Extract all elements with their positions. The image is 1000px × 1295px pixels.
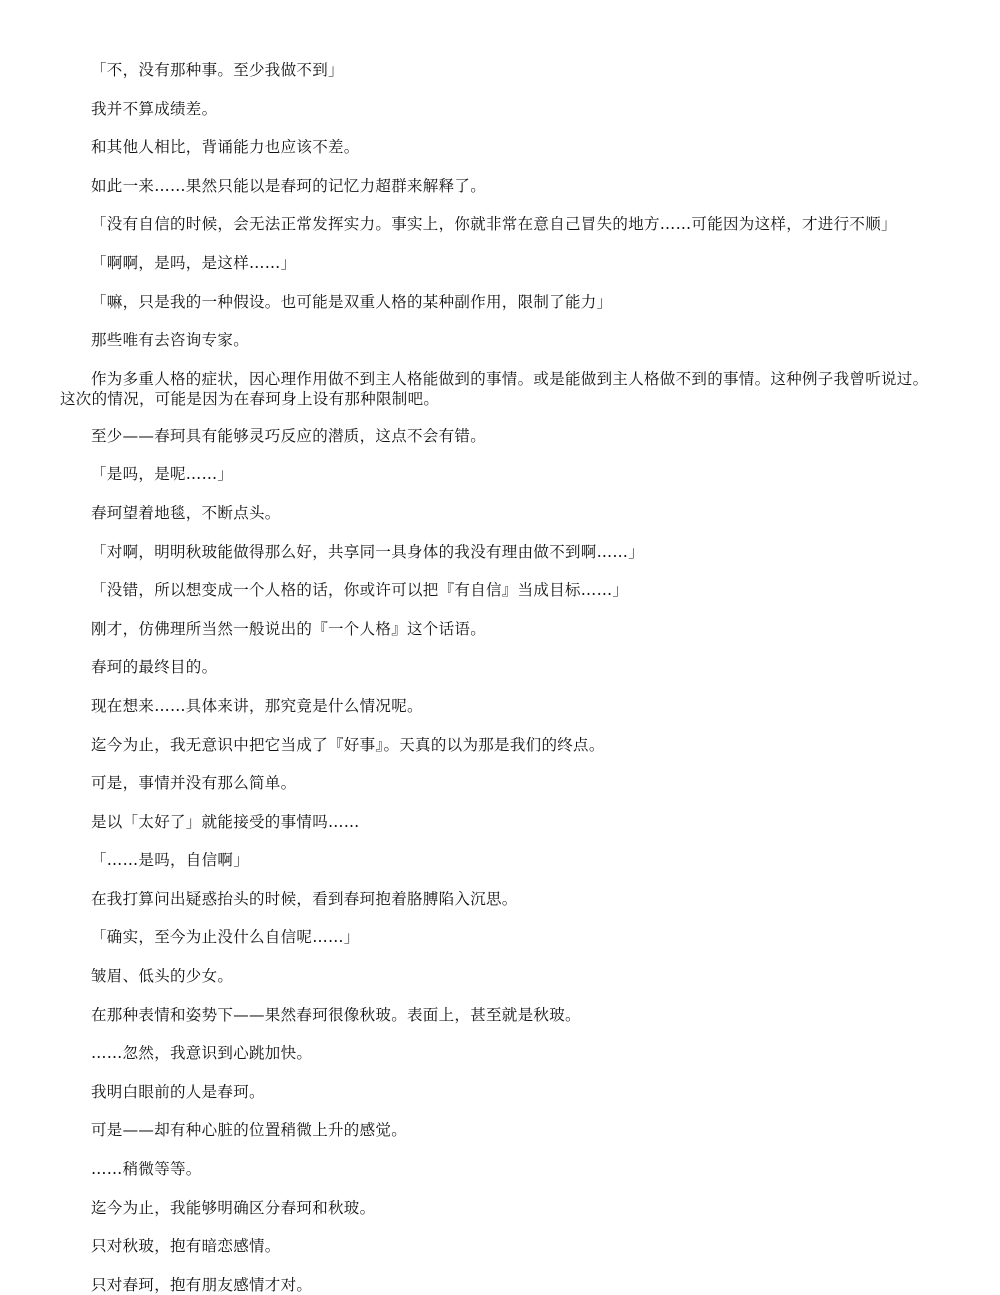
paragraph: 可是——却有种心脏的位置稍微上升的感觉。 (91, 1121, 408, 1140)
paragraph: 迄今为止，我无意识中把它当成了『好事』。天真的以为那是我们的终点。 (91, 735, 605, 754)
paragraph: 我并不算成绩差。 (91, 99, 218, 118)
paragraph: 「啊啊，是吗，是这样……」 (91, 253, 297, 272)
paragraph: 「没错，所以想变成一个人格的话，你或许可以把『有自信』当成目标……」 (91, 581, 629, 600)
paragraph: 刚才，仿佛理所当然一般说出的『一个人格』这个话语。 (91, 619, 487, 638)
paragraph: 「不，没有那种事。至少我做不到」 (91, 61, 344, 79)
paragraph: 皱眉、低头的少女。 (91, 967, 234, 986)
paragraph: 在那种表情和姿势下——果然春珂很像秋玻。表面上，甚至就是秋玻。 (91, 1005, 581, 1024)
paragraph: 如此一来……果然只能以是春珂的记忆力超群来解释了。 (91, 176, 487, 195)
paragraph: 「没有自信的时候，会无法正常发挥实力。事实上，你就非常在意自己冒失的地方……可能因为这样，才进行不顺」 (91, 215, 897, 234)
paragraph: 现在想来……具体来讲，那究竟是什么情况呢。 (91, 696, 423, 715)
paragraph: ……稍微等等。 (91, 1160, 202, 1179)
paragraph: 和其他人相比，背诵能力也应该不差。 (91, 138, 360, 157)
paragraph: 那些唯有去咨询专家。 (91, 331, 250, 350)
paragraph: 「确实，至今为止没什么自信呢……」 (91, 928, 360, 947)
paragraph: ……忽然，我意识到心跳加快。 (91, 1044, 313, 1063)
paragraph: 我明白眼前的人是春珂。 (91, 1082, 265, 1101)
paragraph: 只对秋玻，抱有暗恋感情。 (91, 1237, 281, 1256)
paragraph: 作为多重人格的症状，因心理作用做不到主人格能做到的事情。或是能做到主人格做不到的事情。这种例子我曾听说过。这次的情况，可能是因为在春珂身上设有那种限制吧。 (60, 369, 929, 408)
paragraph: 「是吗，是呢……」 (91, 465, 234, 484)
paragraph: 「嘛，只是我的一种假设。也可能是双重人格的某种副作用，限制了能力」 (91, 292, 613, 311)
paragraph: 是以「太好了」就能接受的事情吗…… (91, 812, 360, 831)
paragraph: 春珂望着地毯，不断点头。 (91, 503, 281, 522)
paragraph: 在我打算问出疑惑抬头的时候，看到春珂抱着胳膊陷入沉思。 (91, 889, 518, 908)
paragraph: 「……是吗，自信啊」 (91, 851, 250, 870)
paragraph: 可是，事情并没有那么简单。 (91, 774, 297, 793)
paragraph: 「对啊，明明秋玻能做得那么好，共享同一具身体的我没有理由做不到啊……」 (91, 542, 645, 561)
paragraph: 迄今为止，我能够明确区分春珂和秋玻。 (91, 1198, 376, 1217)
paragraph: 只对春珂，抱有朋友感情才对。 (91, 1275, 313, 1294)
paragraph: 至少——春珂具有能够灵巧反应的潜质，这点不会有错。 (91, 426, 487, 445)
paragraph: 春珂的最终目的。 (91, 658, 218, 677)
